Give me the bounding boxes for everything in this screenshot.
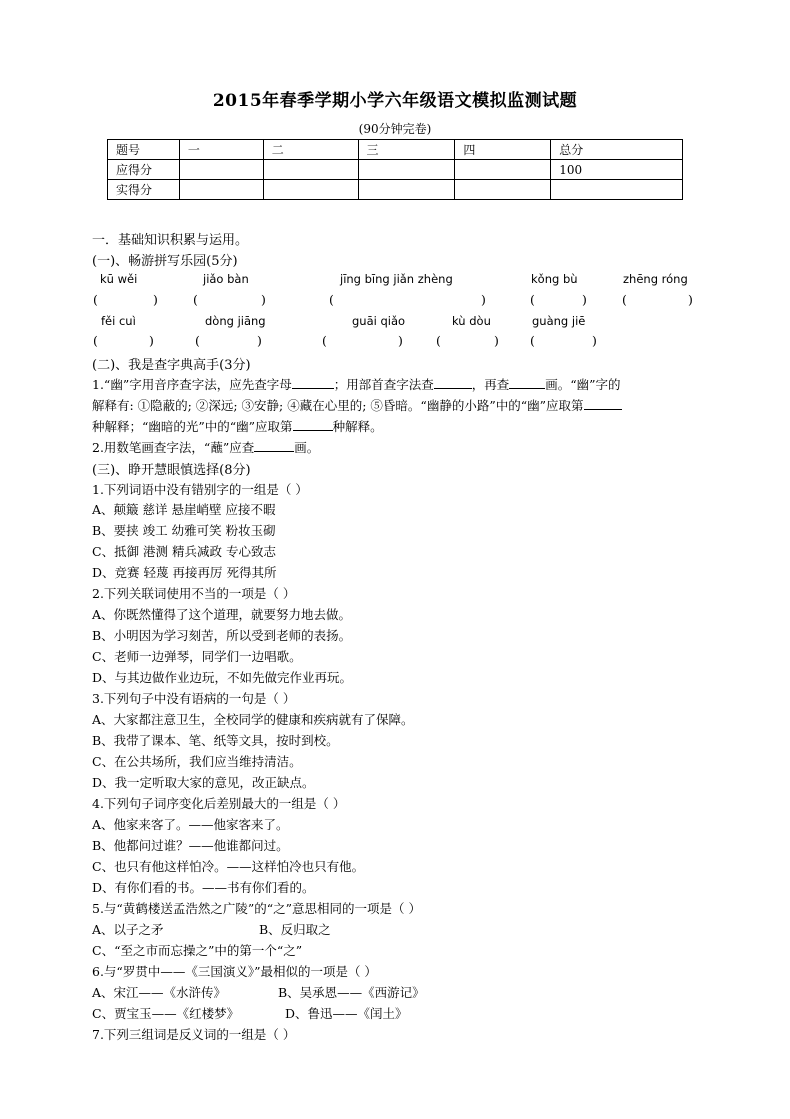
- pinyin: kǒng bù: [531, 272, 578, 286]
- option: A、颠簸 慈详 悬崖峭壁 应接不暇: [92, 502, 276, 517]
- pinyin: zhēng róng: [623, 272, 688, 286]
- option: C、抵御 港测 精兵减政 专心致志: [92, 544, 276, 559]
- option: C、“至之市而忘操之”中的第一个“之”: [92, 943, 303, 958]
- table-cell: [263, 160, 358, 180]
- table-row: [108, 160, 683, 180]
- pinyin: guàng jiē: [532, 314, 586, 328]
- option: A、宋江——《水浒传》: [92, 985, 227, 1000]
- score-table: [107, 139, 683, 200]
- pinyin: kū wěi: [100, 272, 138, 286]
- fill-blank[interactable]: [509, 376, 545, 389]
- option: C、老师一边弹琴，同学们一边唱歌。: [92, 649, 302, 664]
- option: D、我一定听取大家的意见，改正缺点。: [92, 775, 315, 790]
- fill-blank[interactable]: [254, 439, 294, 452]
- answer-blank[interactable]: ( ): [530, 292, 587, 307]
- fill-blank[interactable]: [434, 376, 472, 389]
- option: C、也只有他这样怕冷。——这样怕冷也只有他。: [92, 859, 365, 874]
- part-heading: (二)、我是查字典高手(3分): [92, 358, 251, 373]
- option: B、他都问过谁？——他谁都问过。: [92, 838, 289, 853]
- pinyin: dòng jiāng: [205, 314, 266, 328]
- answer-blank[interactable]: ( ): [436, 333, 499, 348]
- table-cell: [551, 180, 683, 200]
- table-cell: [179, 160, 263, 180]
- table-cell: [358, 160, 455, 180]
- question-stem: 5.与“黄鹤楼送孟浩然之广陵”的“之”意思相同的一项是（ ）: [92, 901, 421, 916]
- fill-blank[interactable]: [293, 418, 333, 431]
- option: A、他家来客了。——他家客来了。: [92, 817, 289, 832]
- fill-blank[interactable]: [584, 397, 622, 410]
- table-cell: [455, 180, 551, 200]
- table-cell: [358, 180, 455, 200]
- answer-blank[interactable]: ( ): [93, 292, 158, 307]
- table-cell: 一: [179, 140, 263, 160]
- option: C、贾宝玉——《红楼梦》: [92, 1006, 240, 1021]
- question-text: 2.用数笔画查字法，“蘸”应查 画。: [92, 440, 320, 455]
- table-cell: 三: [358, 140, 455, 160]
- answer-blank[interactable]: ( ): [530, 333, 597, 348]
- answer-blank[interactable]: ( ): [93, 333, 154, 348]
- question-text: 种解释；“幽暗的光”中的“幽”应取第 种解释。: [92, 419, 383, 434]
- option: B、吴承恩——《西游记》: [278, 985, 425, 1000]
- page-subtitle: (90分钟完卷): [358, 122, 432, 136]
- question-text: 解释有: ①隐蔽的; ②深远; ③安静; ④藏在心里的; ⑤昏暗。“幽静的小路”中的“幽”应取第: [92, 396, 622, 414]
- pinyin: jīng bīng jiǎn zhèng: [340, 272, 453, 286]
- page-title: 2015年春季学期小学六年级语文模拟监测试题: [212, 91, 578, 111]
- table-cell: [179, 180, 263, 200]
- answer-blank[interactable]: ( ): [322, 333, 403, 348]
- part-heading: (一)、畅游拼写乐园(5分): [92, 254, 238, 269]
- question-stem: 6.与“罗贯中——《三国演义》”最相似的一项是（ ）: [92, 964, 377, 979]
- question-stem: 1.下列词语中没有错别字的一组是（ ）: [92, 482, 308, 497]
- option: C、在公共场所，我们应当维持清洁。: [92, 754, 302, 769]
- table-cell: [455, 160, 551, 180]
- table-cell: 四: [455, 140, 551, 160]
- table-row: [108, 180, 683, 200]
- option: A、你既然懂得了这个道理，就要努力地去做。: [92, 607, 352, 622]
- option: A、大家都注意卫生，全校同学的健康和疾病就有了保障。: [92, 712, 414, 727]
- option: D、有你们看的书。——书有你们看的。: [92, 880, 315, 895]
- question-stem: 2.下列关联词使用不当的一项是（ ）: [92, 586, 296, 601]
- section-heading: 一．基础知识积累与运用。: [92, 233, 249, 248]
- answer-blank[interactable]: ( ): [195, 333, 262, 348]
- pinyin: fěi cuì: [101, 314, 136, 328]
- table-cell: 题号: [108, 140, 180, 160]
- option: A、以子之矛: [92, 922, 164, 937]
- table-cell: 实得分: [108, 180, 180, 200]
- table-row: [108, 140, 683, 160]
- question-stem: 3.下列句子中没有语病的一句是（ ）: [92, 691, 296, 706]
- question-stem: 4.下列句子词序变化后差别最大的一组是（ ）: [92, 796, 346, 811]
- answer-blank[interactable]: ( ): [193, 292, 266, 307]
- table-cell: [263, 180, 358, 200]
- option: D、竞赛 轻蔑 再接再厉 死得其所: [92, 565, 277, 580]
- table-cell: 应得分: [108, 160, 180, 180]
- table-cell: 100: [551, 160, 683, 180]
- answer-blank[interactable]: ( ): [622, 292, 693, 307]
- option: D、与其边做作业边玩，不如先做完作业再玩。: [92, 670, 353, 685]
- option: B、反归取之: [259, 922, 331, 937]
- fill-blank[interactable]: [292, 376, 334, 389]
- table-cell: 二: [263, 140, 358, 160]
- question-text: 1.“幽”字用音序查字法，应先查字母 ；用部首查字法查 ，再查 画。“幽”字的: [92, 377, 621, 392]
- option: B、要挟 竣工 幼雅可笑 粉妆玉砌: [92, 523, 276, 538]
- option: D、鲁迅——《闰土》: [285, 1006, 408, 1021]
- option: B、我带了课本、笔、纸等文具，按时到校。: [92, 733, 339, 748]
- table-cell: 总分: [551, 140, 683, 160]
- pinyin: guāi qiǎo: [352, 314, 406, 328]
- pinyin: kù dòu: [452, 314, 491, 328]
- question-stem: 7.下列三组词是反义词的一组是（ ）: [92, 1027, 296, 1042]
- pinyin: jiǎo bàn: [203, 272, 249, 286]
- option: B、小明因为学习刻苦，所以受到老师的表扬。: [92, 628, 352, 643]
- answer-blank[interactable]: ( ): [329, 292, 486, 307]
- part-heading: (三)、睁开慧眼慎选择(8分): [92, 463, 251, 478]
